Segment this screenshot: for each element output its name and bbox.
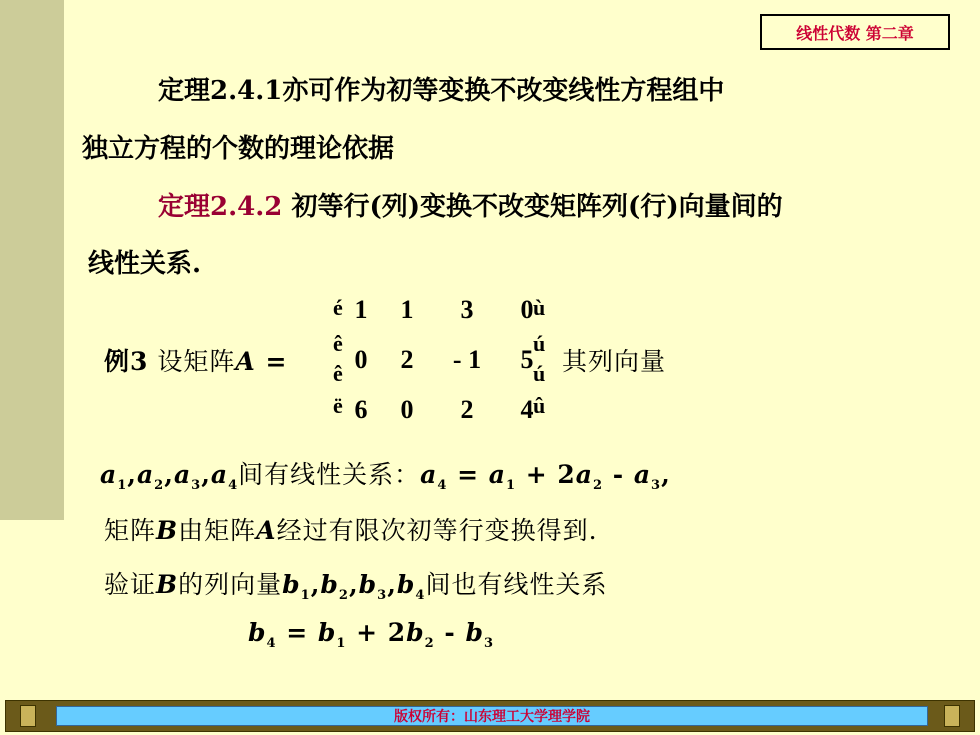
alpha-sub: 2 [154, 478, 165, 493]
verify-line: 验证B的列向量$b_1,b_2,b_3,b_4$间也有线性关系 [104, 570, 608, 603]
left-bracket-top: é [333, 295, 343, 320]
theorem1-line1: 定理2.4.1亦可作为初等变换不改变线性方程组中 [158, 76, 725, 106]
right-bracket-bottom: û [533, 393, 546, 418]
rel-sub: 2 [424, 636, 435, 651]
theorem2-text: 初等行(列)变换不改变矩阵列(行)向量间的 [282, 192, 783, 222]
matrix-cell: 3 [460, 295, 474, 324]
chapter-badge-text: 线性代数 第二章 [796, 23, 914, 43]
rel-op: - [434, 618, 466, 647]
rel-var: b [465, 618, 484, 647]
beta-sub: 4 [415, 588, 426, 603]
verify-prefix: 验证 [104, 570, 157, 599]
matrix-eq: = [255, 347, 288, 376]
b-line-suffix: 经过有限次初等行变换得到. [276, 516, 598, 545]
rel-op: = [276, 618, 318, 647]
beta-var: b [396, 570, 416, 599]
rel-op: + 2 [346, 618, 407, 647]
beta-sub: 1 [300, 588, 311, 603]
beta-var: b [320, 570, 339, 599]
rel-sub: 4 [266, 636, 277, 651]
matrix-cell: - 1 [452, 345, 482, 374]
beta-var: b [282, 570, 301, 599]
right-bracket-mid: ú [533, 331, 546, 356]
rel-var: a [575, 460, 593, 489]
matrix-b-line [104, 511, 598, 547]
verify-suffix: 间也有线性关系 [425, 570, 608, 599]
rel-op: , [661, 460, 671, 489]
matrix-cell: 1 [354, 295, 368, 324]
matrix-cell: 5 [520, 345, 534, 374]
example-line [104, 342, 287, 378]
beta-sub: 2 [338, 588, 349, 603]
verify-mid: 的列向量 [178, 570, 283, 599]
matrix-cell: 6 [354, 395, 368, 424]
alpha-relation-line: $a_1,a_2,a_3,a_4$间有线性关系：$a_4 = a_1 + 2a_2 - a_3$, [100, 460, 671, 493]
left-bracket-mid2: ê [333, 361, 343, 386]
rel-var: a [420, 460, 438, 489]
left-bracket-bottom: ë [333, 393, 343, 418]
rel-var: a [633, 460, 652, 489]
b-line-B: B [156, 516, 179, 545]
alpha-var: a [100, 460, 118, 489]
matrix-cell: 2 [400, 345, 414, 374]
matrix-cell: 0 [400, 395, 414, 424]
right-bracket-top: ù [533, 295, 546, 320]
theorem2-line2: 线性关系. [88, 249, 202, 279]
matrix-cell: 0 [354, 345, 368, 374]
footer-right-knob [944, 705, 960, 727]
footer-inner [56, 706, 928, 726]
matrix-name: A [235, 347, 256, 376]
matrix-cell: 0 [520, 295, 534, 324]
theorem1-line2: 独立方程的个数的理论依据 [82, 134, 395, 164]
matrix-cell: 4 [520, 395, 534, 424]
rel-var: b [317, 618, 337, 647]
alpha-var: a [210, 460, 229, 489]
b-line-prefix: 矩阵 [104, 516, 157, 545]
alpha-var: a [136, 460, 155, 489]
verify-B: B [156, 570, 179, 599]
alpha-sub: 4 [228, 478, 239, 493]
left-bracket-mid: ê [333, 331, 343, 356]
rel-op: + 2 [516, 460, 576, 489]
theorem2-line1 [158, 186, 783, 223]
theorem2-label: 定理2.4.2 [158, 192, 283, 222]
right-bracket-mid2: ú [533, 361, 546, 386]
example-prefix: 设矩阵 [157, 347, 236, 376]
chapter-badge [760, 14, 950, 50]
footer-copyright: 版权所有：山东理工大学理学院 [394, 709, 590, 725]
alpha-var: a [173, 460, 192, 489]
alpha-text: 间有线性关系： [238, 460, 421, 489]
alpha-sub: 1 [117, 478, 128, 493]
rel-var: b [248, 618, 267, 647]
b-line-A: A [256, 516, 277, 545]
matrix-a [335, 295, 565, 430]
footer-bar [5, 700, 975, 732]
rel-sub: 1 [336, 636, 347, 651]
example-suffix: 其列向量 [562, 347, 667, 376]
rel-sub: 4 [437, 478, 448, 493]
rel-sub: 2 [592, 478, 604, 493]
alpha-sub: 3 [191, 478, 202, 493]
example-label: 例3 [104, 347, 149, 376]
rel-op: = [447, 460, 489, 489]
rel-sub: 3 [651, 478, 662, 493]
rel-sub: 1 [505, 478, 517, 493]
beta-sub: 3 [377, 588, 388, 603]
b-line-mid: 由矩阵 [178, 516, 257, 545]
beta-relation [248, 618, 494, 651]
rel-var: b [406, 618, 425, 647]
side-strip [0, 0, 64, 520]
beta-var: b [358, 570, 378, 599]
rel-var: a [488, 460, 506, 489]
rel-sub: 3 [483, 636, 495, 651]
matrix-cell: 2 [460, 395, 474, 424]
footer-left-knob [20, 705, 36, 727]
rel-op: - [603, 460, 634, 489]
matrix-cell: 1 [400, 295, 414, 324]
